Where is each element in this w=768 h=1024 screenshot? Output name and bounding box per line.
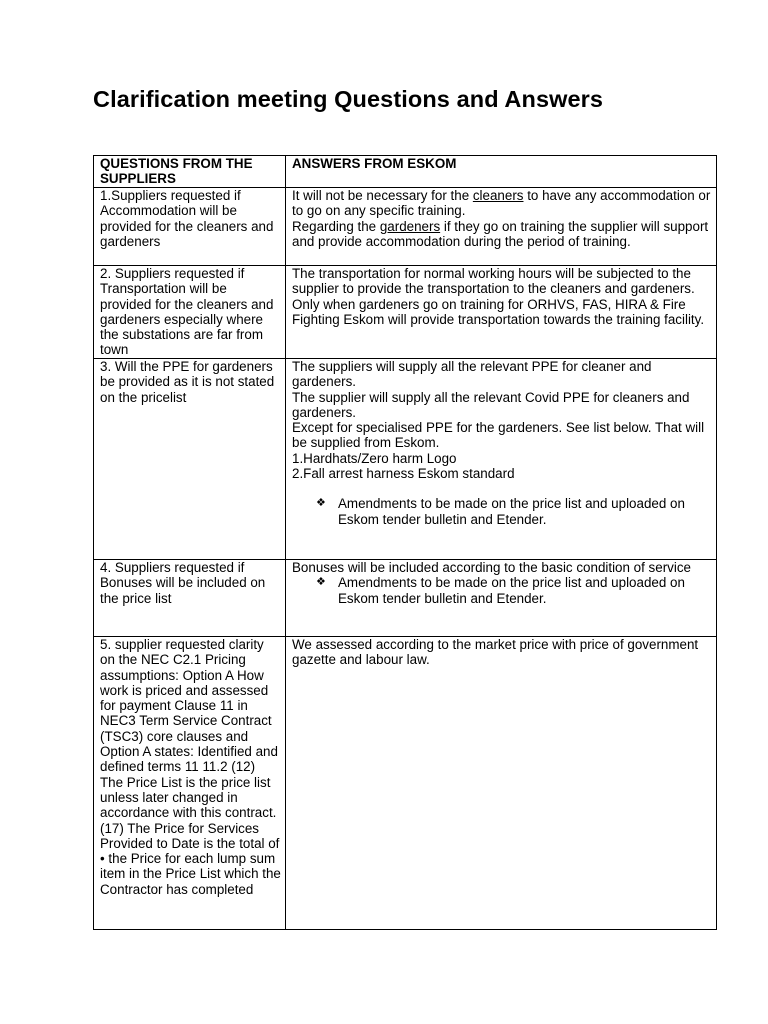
bullet-text: Amendments to be made on the price list and uploaded on Eskom tender bulletin and Etender.: [338, 496, 685, 527]
answer-cell: [286, 359, 717, 560]
diamond-bullet-icon: ❖: [316, 497, 326, 510]
answer-text: The supplier will supply all the relevant Covid PPE for cleaners and gardeners.: [292, 389, 690, 420]
table-row: [94, 637, 717, 930]
answer-list-item: 2.Fall arrest harness Eskom standard: [292, 466, 515, 482]
answer-text: Bonuses will be included according to the basic condition of service: [292, 560, 691, 575]
question-cell: 4. Suppliers requested if Bonuses will be included on the price list: [94, 560, 286, 637]
answer-cell: We assessed according to the market price with price of government gazette and labour law.: [286, 637, 717, 930]
table-header-row: [94, 156, 717, 188]
question-cell: 2. Suppliers requested if Transportation will be provided for the cleaners and gardeners especially where the substations are far from town: [94, 266, 286, 359]
table-row: [94, 560, 717, 637]
page-title: Clarification meeting Questions and Answers: [93, 86, 604, 112]
table-row: [94, 359, 717, 560]
question-cell: 5. supplier requested clarity on the NEC C2.1 Pricing assumptions: Option A How work is priced and assessed for payment Clause 11 in NEC3 Term Service Contract (TSC3) core clauses and Option A states: Identified and defined terms 11 11.2 (12) The Price List is the price list unless later changed in accordance with this contract. (17) The Price for Services Provided to Date is the total of • the Price for each lump sum item in the Price List which the Contractor has completed: [94, 637, 286, 930]
table-row: [94, 266, 717, 359]
answer-cell: [286, 560, 717, 637]
answer-cell: [286, 188, 717, 266]
bullet-item: [292, 575, 712, 606]
answer-list-item: 1.Hardhats/Zero harm Logo: [292, 450, 457, 466]
header-answers: ANSWERS FROM ESKOM: [286, 156, 717, 188]
answer-text: to have any accommodation or to go on any specific training.: [292, 188, 711, 219]
answer-text: It will not be necessary for the: [292, 188, 473, 203]
answer-underlined: gardeners: [379, 218, 441, 234]
question-cell: 3. Will the PPE for gardeners be provided as it is not stated on the pricelist: [94, 359, 286, 560]
answer-text: Regarding the: [292, 218, 380, 234]
answer-underlined: cleaners: [472, 188, 524, 203]
answer-text: The suppliers will supply all the relevant PPE for cleaner and gardeners.: [292, 359, 652, 390]
answer-text: Except for specialised PPE for the gardeners. See list below. That will be supplied from Eskom.: [292, 420, 705, 451]
bullet-text: Amendments to be made on the price list and uploaded on Eskom tender bulletin and Etender.: [338, 575, 685, 606]
diamond-bullet-icon: ❖: [316, 576, 326, 589]
bullet-item: [292, 496, 712, 527]
table-row: [94, 188, 717, 266]
answer-text: if they go on training the supplier will support and provide accommodation during the period of training.: [292, 218, 709, 249]
question-cell: 1.Suppliers requested if Accommodation will be provided for the cleaners and gardeners: [94, 188, 286, 266]
qa-table: [93, 155, 717, 930]
header-questions: QUESTIONS FROM THE SUPPLIERS: [94, 156, 286, 188]
answer-cell: The transportation for normal working hours will be subjected to the supplier to provide the transportation to the cleaners and gardeners. Only when gardeners go on training for ORHVS, FAS, HIRA & Fire Fighting Eskom will provide transportation towards the training facility.: [286, 266, 717, 359]
